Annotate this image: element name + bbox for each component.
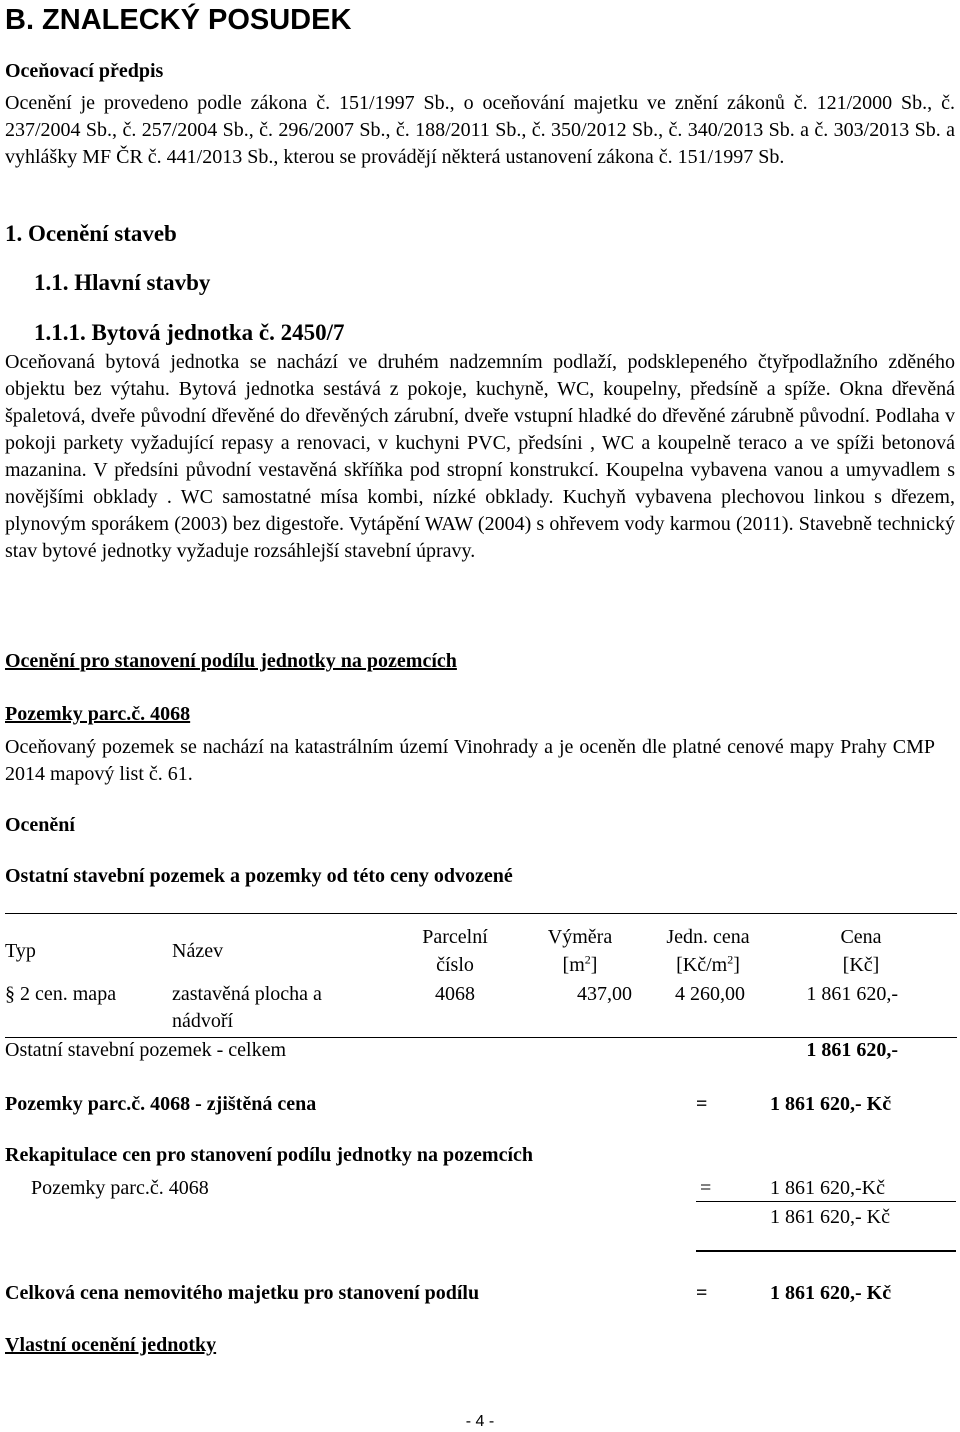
section-heading-1-1-1: 1.1.1. Bytová jednotka č. 2450/7 bbox=[34, 320, 345, 345]
recap-item-rule bbox=[696, 1201, 956, 1202]
parcel-result-value: 1 861 620,- Kč bbox=[770, 1093, 892, 1115]
row-jedn-cena: 4 260,00 bbox=[675, 983, 745, 1005]
total-value: 1 861 620,- Kč bbox=[770, 1282, 892, 1304]
row-typ: 2 cen. mapa bbox=[20, 983, 117, 1005]
parcel-text: Oceňovaný pozemek se nachází na katastrálním území Vinohrady a je oceněn dle platné cenové mapy Prahy CMP 2014 mapový list č. 61. bbox=[5, 736, 935, 785]
recap-item-eq: = bbox=[700, 1177, 712, 1199]
total-eq: = bbox=[696, 1282, 708, 1304]
recap-sum: 1 861 620,- Kč bbox=[770, 1206, 890, 1228]
header-cena-2: [Kč] bbox=[842, 954, 880, 976]
header-parcelni-1: Parcelní bbox=[422, 926, 488, 948]
page-number: - 4 - bbox=[465, 1413, 495, 1430]
regulation-text: Ocenění je provedeno podle zákona č. 151/1997 Sb., o oceňování majetku ve znění zákonů č. 121/2000 Sb., č. 237/2004 Sb., č. 257/2004 Sb., č. 296/2007 Sb., č. 188/2011 Sb., č. 350/2012 Sb., č. 340/2013 Sb. a č. 303/2013 Sb. a vyhlášky MF ČR č. 441/2013 Sb., kterou se provádějí některá ustanovení zákona č. 151/1997 Sb. bbox=[5, 92, 955, 168]
header-vymera-1: Výměra bbox=[547, 926, 613, 948]
row-nazev-1: zastavěná plocha a bbox=[172, 983, 322, 1005]
parcel-result-label: Pozemky parc.č. 4068 - zjištěná cena bbox=[5, 1093, 317, 1115]
own-valuation-heading: Vlastní ocenění jednotky bbox=[5, 1334, 217, 1356]
recap-item-label: Pozemky parc.č. 4068 bbox=[31, 1177, 209, 1199]
total-label: Celková cena nemovitého majetku pro stanovení podílu bbox=[5, 1282, 480, 1304]
table-total-rule bbox=[5, 1037, 957, 1038]
table-title: Ostatní stavební pozemek a pozemky od této ceny odvozené bbox=[5, 865, 513, 887]
valuation-label: Ocenění bbox=[5, 814, 75, 836]
table-row bbox=[5, 983, 116, 1006]
header-vymera-2: $[m^2]$ bbox=[562, 952, 598, 976]
recap-item-value: 1 861 620,-Kč bbox=[770, 1177, 885, 1199]
row-vymera: 437,00 bbox=[577, 983, 632, 1005]
header-typ: Typ bbox=[5, 940, 36, 962]
table-top-rule bbox=[5, 913, 957, 914]
row-cena: 1 861 620,- bbox=[806, 983, 898, 1005]
recap-sum-rule bbox=[696, 1250, 956, 1252]
header-jedn-cena-1: Jedn. cena bbox=[666, 926, 750, 948]
header-parcelni-2: číslo bbox=[436, 954, 474, 976]
land-section-title: Ocenění pro stanovení podílu jednotky na pozemcích bbox=[5, 650, 457, 672]
unit-description: Oceňovaná bytová jednotka se nachází ve druhém nadzemním podlaží, podsklepeného čtyřpodlažního zděného objektu bez výtahu. Bytová jednotka sestává z pokoje, kuchyně, WC, koupelny, předsíně a spíže. Okna dřevěná špaletová, dveře původní dřevěné do dřevěných zárubní, dveře vstupní hladké do dřevěné zárubně původní. Podlaha v pokoji parkety vyžadující repasy a renovaci, v kuchyni PVC, předsíni , WC a koupelně teraco a ve spíži betonová mazanina. V předsíni původní vestavěná skříňka pod stropní konstrukcí. Koupelna vybavena vanou a umyvadlem s novějšími obklady . WC samostatné mísa kombi, nízké obklady. Kuchyň vybavena plechovou linkou s dřezem, plynovým sporákem (2003) bez digestoře. Vytápění WAW (2004) s ohřevem vody karmou (2011). Stavebně technický stav bytové jednotky vyžaduje rozsáhlejší stavební úpravy. bbox=[5, 351, 955, 562]
table-total-label: Ostatní stavební pozemek - celkem bbox=[5, 1039, 287, 1061]
table-total-value: 1 861 620,- bbox=[806, 1039, 898, 1061]
row-nazev-2: nádvoří bbox=[172, 1010, 234, 1032]
section-heading-1: 1. Ocenění staveb bbox=[5, 221, 177, 246]
regulation-title: Oceňovací předpis bbox=[5, 60, 164, 82]
recap-title: Rekapitulace cen pro stanovení podílu jednotky na pozemcích bbox=[5, 1144, 533, 1166]
section-heading-1-1: 1.1. Hlavní stavby bbox=[34, 270, 211, 295]
parcel-title: Pozemky parc.č. 4068 bbox=[5, 703, 191, 725]
header-jedn-cena-2: $[Kč/m^2]$ bbox=[676, 952, 740, 976]
document-heading: B. ZNALECKÝ POSUDEK bbox=[5, 4, 352, 36]
paragraph-icon: § bbox=[5, 983, 15, 1005]
parcel-result-eq: = bbox=[696, 1093, 708, 1115]
header-nazev: Název bbox=[172, 940, 224, 962]
header-cena-1: Cena bbox=[840, 926, 882, 948]
row-parcelni: 4068 bbox=[435, 983, 475, 1005]
